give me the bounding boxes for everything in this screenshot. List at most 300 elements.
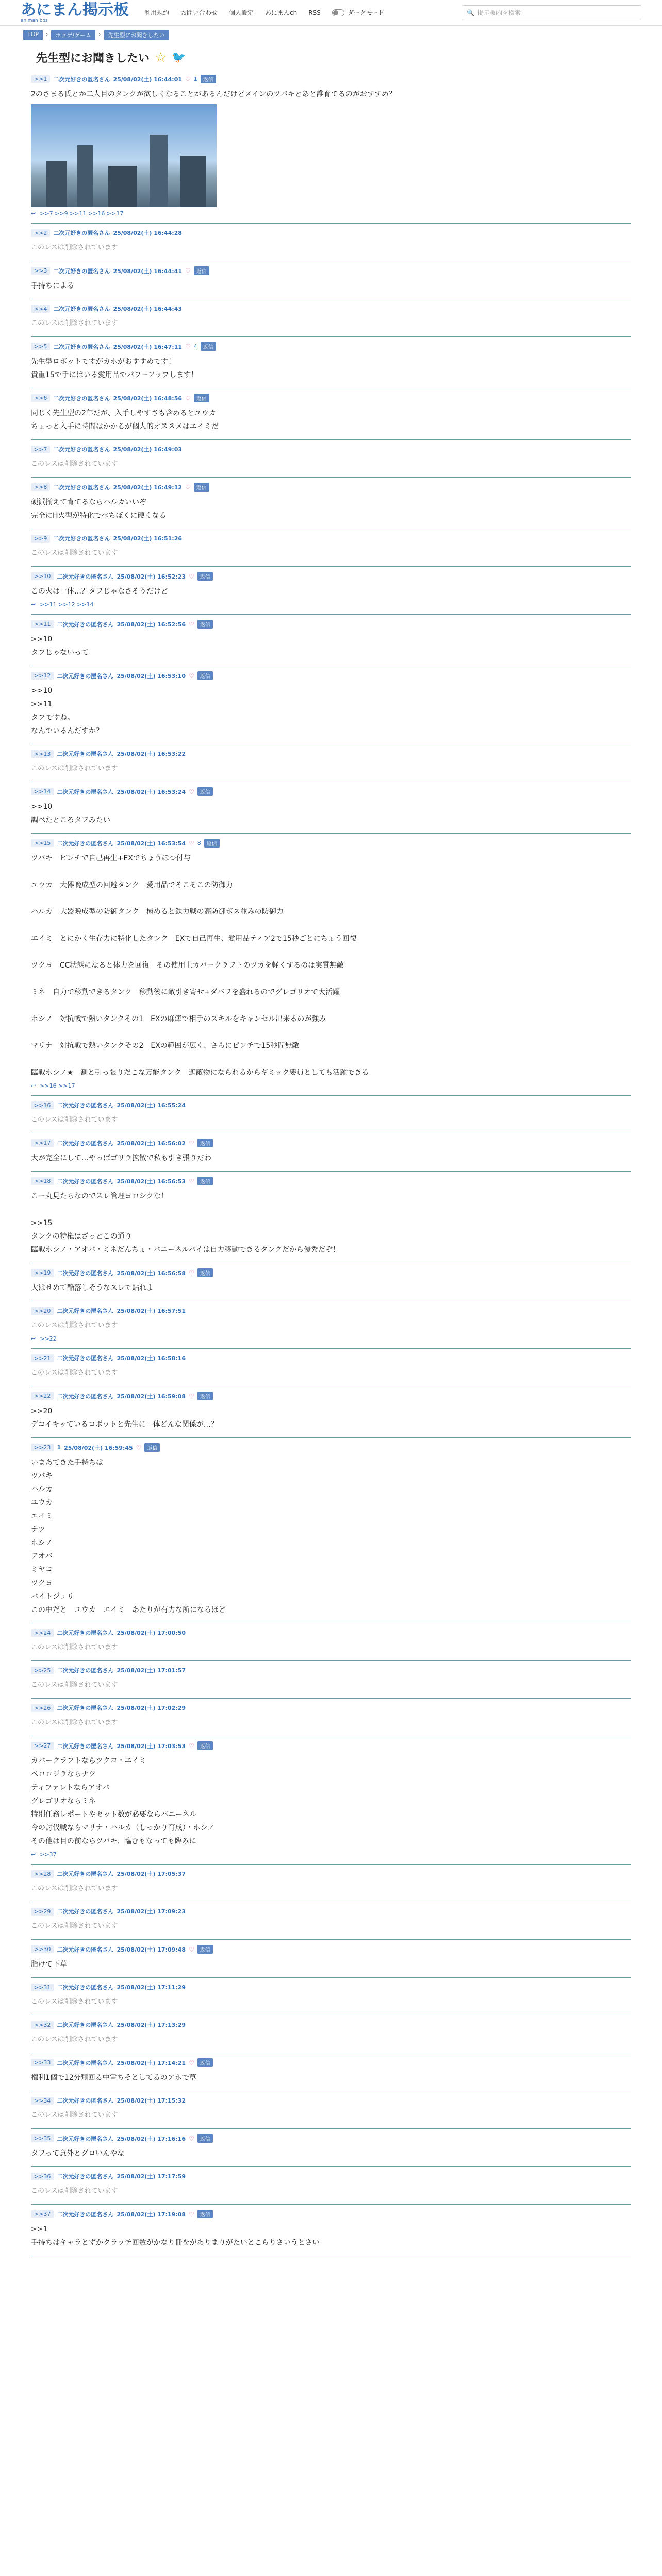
reply-ref-links[interactable]: >>16 >>17 xyxy=(40,1082,75,1089)
post-header xyxy=(31,750,631,758)
reply-button[interactable]: 返信 xyxy=(204,839,220,848)
search-input[interactable]: 掲示板内を検索 xyxy=(477,9,521,16)
reply-ref-links[interactable]: >>37 xyxy=(40,1851,57,1858)
breadcrumb-separator: › xyxy=(98,31,101,38)
post-header xyxy=(31,2096,631,2105)
post-header xyxy=(31,304,631,313)
post-author: 二次元好きの匿名さん xyxy=(53,230,110,236)
post-body: このレスは削除されています xyxy=(31,1116,118,1124)
post-author: 二次元好きの匿名さん xyxy=(57,1667,114,1674)
post-number[interactable]: >>18 xyxy=(31,1177,54,1185)
post-body: こー丸見たらなのでスレ管理ヨロシクな！ >>15 タンクの特権はざっとこの通り 臨戦ホシノ・アオバ・ミネだんちょ・バニーネルバイは自力移動できるタンクだから優秀だぞ！ xyxy=(31,1192,340,1254)
post-number[interactable]: >>6 xyxy=(31,394,50,402)
post-body: このレスは削除されています xyxy=(31,2187,118,2195)
post xyxy=(31,1978,631,2015)
post-body: このレスは削除されています xyxy=(31,1885,118,1892)
post-author: 二次元好きの匿名さん xyxy=(53,76,110,83)
post-header xyxy=(31,1983,631,1991)
post-header xyxy=(31,1177,631,1185)
post-body: >>1 手持ちはキャラとずかクラッチ回数がかなり冊をがありまりがたいとこらりさいうとさい xyxy=(31,2225,320,2247)
post xyxy=(31,666,631,744)
post-header xyxy=(31,394,631,402)
post-header xyxy=(31,1945,631,1954)
post-date: 25/08/02(土) 16:48:56 xyxy=(113,395,183,402)
post xyxy=(31,529,631,567)
post-number[interactable]: >>17 xyxy=(31,1139,54,1147)
post-header xyxy=(31,1704,631,1712)
post-author: 二次元好きの匿名さん xyxy=(57,1178,114,1185)
post-header xyxy=(31,1629,631,1637)
heart-icon[interactable]: ♡ xyxy=(189,672,194,680)
reply-button[interactable]: 返信 xyxy=(197,2210,213,2218)
post-number[interactable]: >>14 xyxy=(31,788,54,795)
breadcrumb-thread[interactable]: 先生型にお聞きしたい xyxy=(104,30,169,40)
post-header xyxy=(31,2172,631,2180)
like-count: 8 xyxy=(197,840,201,846)
post-body: 手持ちによる xyxy=(31,282,74,290)
star-favorite-icon[interactable]: ☆ xyxy=(155,49,167,65)
post-author: 二次元好きの匿名さん xyxy=(57,1871,114,1877)
post-date: 25/08/02(土) 17:01:57 xyxy=(117,1667,186,1674)
post-body: 2のさまる氏とか二人目のタンクが欲しくなることがあるんだけどメインのツバキとあと誰育てるのがおすすめ？ xyxy=(31,90,396,98)
post-author: 二次元好きの匿名さん xyxy=(57,1102,114,1109)
post xyxy=(31,337,631,388)
post-body: このレスは削除されています xyxy=(31,1643,118,1651)
post-number[interactable]: >>10 xyxy=(31,572,54,580)
nav-item-settings[interactable]: 個人設定 xyxy=(229,9,254,16)
post-date: 25/08/02(土) 16:52:56 xyxy=(117,621,186,628)
post-body: このレスは削除されています xyxy=(31,1681,118,1689)
reply-button[interactable]: 返信 xyxy=(197,1945,213,1954)
post-number[interactable]: >>34 xyxy=(31,2097,54,2105)
post-header xyxy=(31,2021,631,2029)
post-body: このレスは削除されています xyxy=(31,549,118,557)
post-header xyxy=(31,2058,631,2067)
post-date: 25/08/02(土) 17:19:08 xyxy=(117,2211,186,2218)
like-count: 4 xyxy=(193,343,197,350)
post-number[interactable]: >>11 xyxy=(31,620,54,628)
post-date: 25/08/02(土) 16:58:16 xyxy=(117,1355,186,1362)
post-number[interactable]: >>8 xyxy=(31,483,50,491)
post-author: 二次元好きの匿名さん xyxy=(57,2173,114,2180)
reply-arrow-icon: ↩ xyxy=(31,601,36,608)
post-header xyxy=(31,1139,631,1147)
post-number[interactable]: >>2 xyxy=(31,229,50,237)
post-body: このレスは削除されています xyxy=(31,765,118,772)
post-body: >>20 デコイキッているロボットと先生に一体どんな関係が…？ xyxy=(31,1407,218,1429)
post xyxy=(31,478,631,529)
post-header xyxy=(31,1907,631,1916)
post-author: 二次元好きの匿名さん xyxy=(57,2097,114,2104)
reply-button[interactable]: 返信 xyxy=(201,75,216,83)
logo-subtext: animan bbs xyxy=(21,18,48,23)
reply-refs xyxy=(31,601,631,608)
post-author: 1 xyxy=(57,1444,61,1451)
post-author: 二次元好きの匿名さん xyxy=(53,306,110,312)
post-author: 二次元好きの匿名さん xyxy=(57,1355,114,1362)
post-author: 二次元好きの匿名さん xyxy=(57,672,114,680)
post-date: 25/08/02(土) 16:47:11 xyxy=(113,343,183,350)
site-logo[interactable] xyxy=(21,3,129,23)
post-author: 二次元好きの匿名さん xyxy=(57,1705,114,1711)
post-body: いまあてきた手持ちは ツバキ ハルカ ユウカ エイミ ナツ ホシノ アオバ ミヤコ ツクヨ バイトジュリ この中だと ユウカ エイミ あたりが有力な所になるほど xyxy=(31,1459,226,1614)
reply-button[interactable]: 返信 xyxy=(197,1177,213,1185)
heart-icon[interactable]: ♡ xyxy=(185,483,191,491)
post-author: 二次元好きの匿名さん xyxy=(57,1140,114,1147)
post-header xyxy=(31,1392,631,1400)
post xyxy=(31,1133,631,1172)
post xyxy=(31,1902,631,1940)
post-author: 二次元好きの匿名さん xyxy=(57,2059,114,2066)
post-date: 25/08/02(土) 16:44:43 xyxy=(113,306,183,312)
reply-button[interactable]: 返信 xyxy=(197,2134,213,2143)
reply-ref-links[interactable]: >>22 xyxy=(40,1335,57,1342)
post-body: >>10 タフじゃないって xyxy=(31,635,89,657)
post-number[interactable]: >>36 xyxy=(31,2173,54,2180)
post-author: 二次元好きの匿名さん xyxy=(57,788,114,795)
heart-icon[interactable]: ♡ xyxy=(189,620,194,628)
post-date: 25/08/02(土) 17:03:53 xyxy=(117,1742,186,1750)
post-header xyxy=(31,2210,631,2218)
reply-button[interactable]: 返信 xyxy=(197,787,213,796)
reply-button[interactable]: 返信 xyxy=(197,572,213,581)
post-header xyxy=(31,483,631,492)
post-number[interactable]: >>24 xyxy=(31,1629,54,1637)
reply-ref-links[interactable]: >>7 >>9 >>11 >>16 >>17 xyxy=(40,210,124,217)
post-body: 大が完全にして…やっぱゴリラ拡散で私も引き張りだわ xyxy=(31,1154,211,1162)
post-number[interactable]: >>16 xyxy=(31,1101,54,1109)
post xyxy=(31,1263,631,1301)
post xyxy=(31,2167,631,2205)
post-body: この火は一体…？タフじゃなさそうだけど xyxy=(31,587,168,596)
reply-arrow-icon: ↩ xyxy=(31,1082,36,1089)
post-number[interactable]: >>12 xyxy=(31,672,54,680)
post-body: このレスは削除されています xyxy=(31,2036,118,2043)
post-author: 二次元好きの匿名さん xyxy=(57,1908,114,1915)
search-box[interactable] xyxy=(462,5,641,20)
nav-item-animanch[interactable]: あにまんch xyxy=(265,9,297,16)
post-date: 25/08/02(土) 16:49:03 xyxy=(113,446,183,453)
post xyxy=(31,2015,631,2053)
breadcrumb xyxy=(0,26,662,44)
post-date: 25/08/02(土) 16:59:45 xyxy=(64,1444,133,1451)
post-header xyxy=(31,1741,631,1750)
post-date: 25/08/02(土) 16:56:53 xyxy=(117,1178,186,1185)
post-number[interactable]: >>20 xyxy=(31,1307,54,1315)
post-body: このレスは削除されています xyxy=(31,2111,118,2119)
thread-title-bar xyxy=(0,44,662,70)
reply-button[interactable]: 返信 xyxy=(194,394,209,402)
post-header xyxy=(31,572,631,581)
thread-posts xyxy=(0,70,662,2256)
reply-button[interactable]: 返信 xyxy=(144,1443,160,1452)
reply-button[interactable]: 返信 xyxy=(197,1268,213,1277)
post xyxy=(31,1623,631,1661)
heart-icon[interactable]: ♡ xyxy=(189,788,194,795)
reply-ref-links[interactable]: >>11 >>12 >>14 xyxy=(40,601,94,608)
post xyxy=(31,224,631,261)
dark-mode-toggle[interactable] xyxy=(332,8,385,17)
post-number[interactable]: >>23 xyxy=(31,1444,54,1451)
post-header xyxy=(31,445,631,453)
post-number[interactable]: >>30 xyxy=(31,1945,54,1953)
reply-button[interactable]: 返信 xyxy=(197,1392,213,1400)
post-author: 二次元好きの匿名さん xyxy=(57,751,114,757)
reply-button[interactable]: 返信 xyxy=(197,1139,213,1147)
post xyxy=(31,2053,631,2091)
dark-mode-label: ダークモード xyxy=(347,9,385,16)
page-title: 先生型にお聞きしたい xyxy=(36,52,150,65)
post-date: 25/08/02(土) 16:56:58 xyxy=(117,1269,186,1277)
post-author: 二次元好きの匿名さん xyxy=(53,535,110,542)
post-header xyxy=(31,1870,631,1878)
heart-icon[interactable]: ♡ xyxy=(189,1139,194,1147)
post-number[interactable]: >>33 xyxy=(31,2059,54,2066)
logo-text: あにまん掲示板 xyxy=(21,1,129,19)
reply-button[interactable]: 返信 xyxy=(197,671,213,680)
post-body: このレスは削除されています xyxy=(31,244,118,251)
post-number[interactable]: >>29 xyxy=(31,1908,54,1916)
reply-refs xyxy=(31,1335,631,1342)
post xyxy=(31,744,631,782)
post-number[interactable]: >>22 xyxy=(31,1392,54,1400)
post-header xyxy=(31,620,631,629)
post-body: 先生型ロボットですがカホがおすすめです！ 貴重15で手にはいる愛用品でパワーアップします！ xyxy=(31,358,198,379)
post-header xyxy=(31,1307,631,1315)
post-header xyxy=(31,229,631,237)
post-author: 二次元好きの匿名さん xyxy=(57,573,114,580)
post-number[interactable]: >>4 xyxy=(31,305,50,313)
post-body: 権利1個で12分類回る中雪ちそとしてるのアホで草 xyxy=(31,2074,196,2082)
nav-item-contact[interactable]: お問い合わせ xyxy=(180,9,218,16)
attached-image[interactable] xyxy=(31,104,217,207)
post-header xyxy=(31,266,631,275)
post xyxy=(31,1096,631,1133)
reply-refs xyxy=(31,1082,631,1089)
post-date: 25/08/02(土) 16:51:26 xyxy=(113,535,183,542)
post-date: 25/08/02(土) 16:44:28 xyxy=(113,230,183,236)
reply-refs xyxy=(31,210,631,217)
post-body: >>10 >>11 タフですね。 なんでいるんだすか？ xyxy=(31,687,103,735)
toggle-switch-icon[interactable] xyxy=(332,9,344,16)
post-author: 二次元好きの匿名さん xyxy=(57,1630,114,1636)
post-date: 25/08/02(土) 17:09:23 xyxy=(117,1908,186,1915)
post-author: 二次元好きの匿名さん xyxy=(53,484,110,491)
post-header xyxy=(31,1101,631,1109)
post-header xyxy=(31,787,631,796)
post-number[interactable]: >>7 xyxy=(31,446,50,453)
post-date: 25/08/02(土) 16:44:01 xyxy=(113,76,183,83)
heart-icon[interactable]: ♡ xyxy=(185,394,191,402)
heart-icon[interactable]: ♡ xyxy=(189,1945,194,1953)
post xyxy=(31,1349,631,1386)
reply-button[interactable]: 返信 xyxy=(201,342,216,351)
post-date: 25/08/02(土) 17:14:21 xyxy=(117,2059,186,2066)
main-nav xyxy=(144,8,384,17)
breadcrumb-top[interactable]: TOP xyxy=(23,30,43,40)
post-header xyxy=(31,1354,631,1362)
post xyxy=(31,1438,631,1623)
reply-button[interactable]: 返信 xyxy=(197,2058,213,2067)
post xyxy=(31,2129,631,2167)
post xyxy=(31,1736,631,1865)
post-body: 大はせめて酷落しそうなスレで貼れよ xyxy=(31,1284,154,1292)
post-number[interactable]: >>5 xyxy=(31,343,50,350)
post-date: 25/08/02(土) 17:09:48 xyxy=(117,1946,186,1953)
post-header xyxy=(31,342,631,351)
post-date: 25/08/02(土) 16:53:54 xyxy=(117,840,186,847)
post-author: 二次元好きの匿名さん xyxy=(53,446,110,453)
heart-icon[interactable]: ♡ xyxy=(189,1392,194,1400)
post-body: このレスは削除されています xyxy=(31,1321,118,1329)
post xyxy=(31,2205,631,2256)
reply-refs xyxy=(31,1851,631,1858)
breadcrumb-category[interactable]: ホラゲ/ゲーム xyxy=(51,30,95,40)
post-date: 25/08/02(土) 16:53:22 xyxy=(117,751,186,757)
post-header xyxy=(31,1443,631,1452)
post-date: 25/08/02(土) 16:52:23 xyxy=(117,573,186,580)
heart-icon[interactable]: ♡ xyxy=(189,572,194,580)
post-date: 25/08/02(土) 17:17:59 xyxy=(117,2173,186,2180)
post-date: 25/08/02(土) 16:55:24 xyxy=(117,1102,186,1109)
post-body: 脂けて下草 xyxy=(31,1960,67,1969)
post-body: このレスは削除されています xyxy=(31,319,118,327)
post-number[interactable]: >>26 xyxy=(31,1704,54,1712)
post xyxy=(31,615,631,666)
twitter-share-icon[interactable]: 🐦 xyxy=(172,51,186,64)
post-header xyxy=(31,839,631,848)
like-count: 1 xyxy=(193,76,197,82)
post-date: 25/08/02(土) 16:59:08 xyxy=(117,1393,186,1400)
heart-icon[interactable]: ♡ xyxy=(189,2059,194,2066)
heart-icon[interactable]: ♡ xyxy=(185,267,191,275)
post-date: 25/08/02(土) 17:15:32 xyxy=(117,2097,186,2104)
post-header xyxy=(31,671,631,680)
reply-arrow-icon: ↩ xyxy=(31,1335,36,1342)
post xyxy=(31,1172,631,1263)
reply-arrow-icon: ↩ xyxy=(31,1851,36,1858)
post-author: 二次元好きの匿名さん xyxy=(57,1308,114,1314)
post-date: 25/08/02(土) 17:11:29 xyxy=(117,1984,186,1991)
post-date: 25/08/02(土) 17:16:16 xyxy=(117,2135,186,2142)
post-header xyxy=(31,534,631,543)
heart-icon[interactable]: ♡ xyxy=(189,2210,194,2218)
post-author: 二次元好きの匿名さん xyxy=(53,267,110,275)
post-author: 二次元好きの匿名さん xyxy=(53,395,110,402)
post-body: ツバキ ピンチで自己再生+EXでちょうほつ付与 ユウカ 大器晩成型の回避タンク 愛用品でそこそこの防御力 ハルカ 大器晩成型の防御タンク 極めると鉄力戦の高防御ボス並みの防御力 エイミ とにかく生存力に特化したタンク EXで自己再生、愛用品ティア2で15秒ごとにちょう回復 ツクヨ CC状態になると体力を回復 その使用上カバークラフトのツカを軽くするのは実質無敵 ミネ 自力で移動できるタンク 移動後に敵引き寄せ+ダバフを盛れるのでグレゴリオで大活躍 ホシノ 対抗戦で熱いタンクその1 EXの麻痺で相手のスキルをキャンセル出来るのが強み マリナ 対抗戦で熱いタンクその2 EXの範囲が広く、さらにピンチで15秒間無敵 臨戦ホシノ★ 割と引っ張りだこな万能タンク 遮蔽物になられるからギミック要員としても活躍できる xyxy=(31,854,369,1077)
post-number[interactable]: >>27 xyxy=(31,1742,54,1750)
post-body: カバークラフトならツクヨ・エイミ ペロロジラならナツ ティファレトならアオバ グレゴリオならミネ 特別任務レポートやセット数が必要ならバニーネル 今の討伐戦ならマリナ・ハルカ（しっかり育成）・ホシノ その他は目の前ならツバキ、臨むもなっても臨みに xyxy=(31,1757,215,1845)
post-author: 二次元好きの匿名さん xyxy=(57,1393,114,1400)
post-date: 25/08/02(土) 16:56:02 xyxy=(117,1140,186,1147)
heart-icon[interactable]: ♡ xyxy=(189,2134,194,2142)
post xyxy=(31,440,631,478)
post-author: 二次元好きの匿名さん xyxy=(57,2211,114,2218)
post-author: 二次元好きの匿名さん xyxy=(57,2022,114,2028)
post xyxy=(31,299,631,337)
post-date: 25/08/02(土) 16:44:41 xyxy=(113,267,183,275)
post xyxy=(31,1699,631,1736)
post xyxy=(31,2091,631,2129)
post-body: 硬派揃えて育てるならハルカいいぞ 完全にH火型が特化でぺちぼくに硬くなる xyxy=(31,498,167,520)
post-date: 25/08/02(土) 17:02:29 xyxy=(117,1705,186,1711)
post xyxy=(31,567,631,615)
post-body: 同じく先生型の2年だが、入手しやすさも含めるとユウカ ちょっと入手に時間はかかるが個人的オススメはエイミだ xyxy=(31,409,219,431)
post xyxy=(31,1865,631,1902)
post-number[interactable]: >>21 xyxy=(31,1354,54,1362)
post-number[interactable]: >>13 xyxy=(31,750,54,758)
post-author: 二次元好きの匿名さん xyxy=(57,1269,114,1277)
post-number[interactable]: >>37 xyxy=(31,2210,54,2218)
post xyxy=(31,261,631,299)
post-header xyxy=(31,1268,631,1277)
post-body: このレスは削除されています xyxy=(31,1998,118,2006)
post-number[interactable]: >>25 xyxy=(31,1667,54,1674)
post-body: このレスは削除されています xyxy=(31,460,118,468)
reply-button[interactable]: 返信 xyxy=(194,483,209,492)
post-number[interactable]: >>3 xyxy=(31,267,50,275)
post-number[interactable]: >>31 xyxy=(31,1984,54,1991)
heart-icon[interactable]: ♡ xyxy=(136,1444,142,1451)
reply-button[interactable]: 返信 xyxy=(197,620,213,629)
post-body: このレスは削除されています xyxy=(31,1719,118,1726)
post-author: 二次元好きの匿名さん xyxy=(57,621,114,628)
heart-icon[interactable]: ♡ xyxy=(185,75,191,83)
reply-button[interactable]: 返信 xyxy=(194,266,209,275)
heart-icon[interactable]: ♡ xyxy=(189,839,194,847)
post-number[interactable]: >>35 xyxy=(31,2134,54,2142)
post xyxy=(31,1661,631,1699)
nav-item-terms[interactable]: 利用規約 xyxy=(144,9,170,16)
post-date: 25/08/02(土) 16:53:24 xyxy=(117,788,186,795)
post-body: このレスは削除されています xyxy=(31,1369,118,1377)
post-author: 二次元好きの匿名さん xyxy=(57,2135,114,2142)
nav-item-rss[interactable]: RSS xyxy=(308,9,321,16)
post-header xyxy=(31,1666,631,1674)
post xyxy=(31,388,631,440)
heart-icon[interactable]: ♡ xyxy=(185,343,191,350)
post-number[interactable]: >>1 xyxy=(31,75,50,83)
heart-icon[interactable]: ♡ xyxy=(189,1742,194,1750)
post-number[interactable]: >>32 xyxy=(31,2021,54,2029)
post-header xyxy=(31,2134,631,2143)
post-body: このレスは削除されています xyxy=(31,1922,118,1930)
post-number[interactable]: >>28 xyxy=(31,1870,54,1878)
breadcrumb-separator: › xyxy=(46,31,48,38)
post-number[interactable]: >>15 xyxy=(31,839,54,847)
heart-icon[interactable]: ♡ xyxy=(189,1269,194,1277)
post-header xyxy=(31,75,631,83)
reply-arrow-icon: ↩ xyxy=(31,210,36,217)
post xyxy=(31,1940,631,1978)
post-author: 二次元好きの匿名さん xyxy=(57,1946,114,1953)
post-date: 25/08/02(土) 16:53:10 xyxy=(117,672,186,680)
post-number[interactable]: >>19 xyxy=(31,1269,54,1277)
post-date: 25/08/02(土) 17:13:29 xyxy=(117,2022,186,2028)
post xyxy=(31,834,631,1096)
reply-button[interactable]: 返信 xyxy=(197,1741,213,1750)
top-bar xyxy=(0,0,662,26)
post xyxy=(31,70,631,224)
post-number[interactable]: >>9 xyxy=(31,535,50,543)
post xyxy=(31,782,631,834)
post-author: 二次元好きの匿名さん xyxy=(57,840,114,847)
post-author: 二次元好きの匿名さん xyxy=(53,343,110,350)
post-author: 二次元好きの匿名さん xyxy=(57,1742,114,1750)
heart-icon[interactable]: ♡ xyxy=(189,1177,194,1185)
post xyxy=(31,1301,631,1349)
search-icon: 🔍 xyxy=(467,9,474,16)
